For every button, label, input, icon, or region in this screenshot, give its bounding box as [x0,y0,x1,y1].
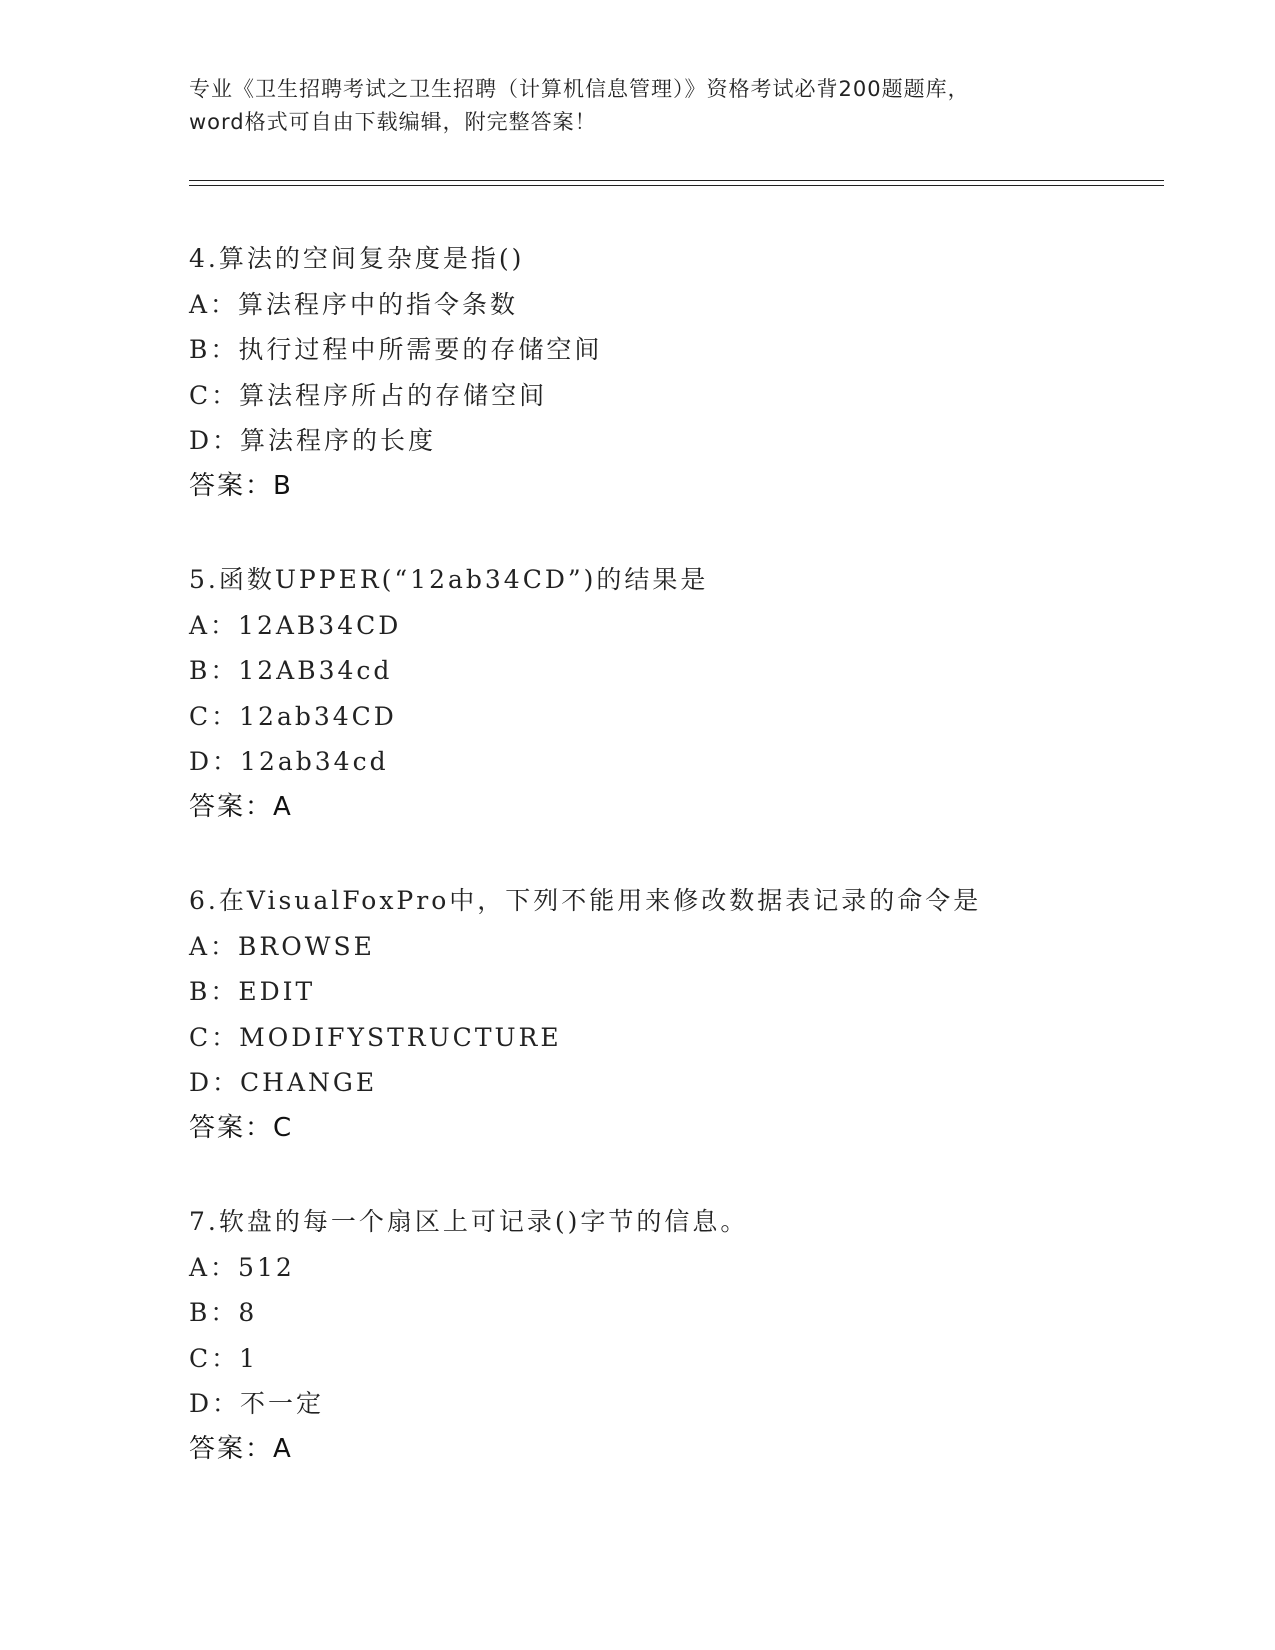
answer: 答案：A [189,1433,293,1464]
option-b: B：EDIT [189,977,316,1007]
option-c: C：算法程序所占的存储空间 [189,380,548,410]
option-d: D：CHANGE [189,1068,378,1098]
header-divider-bottom [189,185,1164,186]
option-a: A：BROWSE [189,931,375,961]
option-d: D：12ab34cd [189,747,389,777]
question-7 [189,1199,1139,1473]
option-a: A：算法程序中的指令条数 [189,289,519,319]
question-stem: 7.软盘的每一个扇区上可记录()字节的信息。 [189,1207,749,1236]
option-c: C：12ab34CD [189,701,397,731]
question-stem: 5.函数UPPER(“12ab34CD”)的结果是 [189,565,709,594]
option-b: B：执行过程中所需要的存储空间 [189,335,603,365]
question-4 [189,236,1139,510]
option-c: C：MODIFYSTRUCTURE [189,1022,562,1052]
question-stem: 4.算法的空间复杂度是指() [189,244,525,273]
option-b: B：8 [189,1298,258,1328]
header-line-2: word格式可自由下载编辑，附完整答案！ [189,110,597,134]
option-d: D：算法程序的长度 [189,426,437,456]
question-6 [189,878,1139,1152]
answer: 答案：C [189,1112,294,1143]
option-b: B：12AB34cd [189,656,393,686]
answer: 答案：B [189,470,293,501]
header-divider-top [189,180,1164,181]
document-header [189,73,1089,139]
option-a: A：12AB34CD [189,610,402,640]
question-5 [189,557,1139,831]
option-a: A：512 [189,1252,295,1282]
header-line-1: 专业《卫生招聘考试之卫生招聘（计算机信息管理）》资格考试必背200题题库， [189,77,970,101]
option-c: C：1 [189,1343,259,1373]
question-stem: 6.在VisualFoxPro中，下列不能用来修改数据表记录的命令是 [189,886,982,915]
answer: 答案：A [189,791,293,822]
option-d: D：不一定 [189,1389,325,1419]
